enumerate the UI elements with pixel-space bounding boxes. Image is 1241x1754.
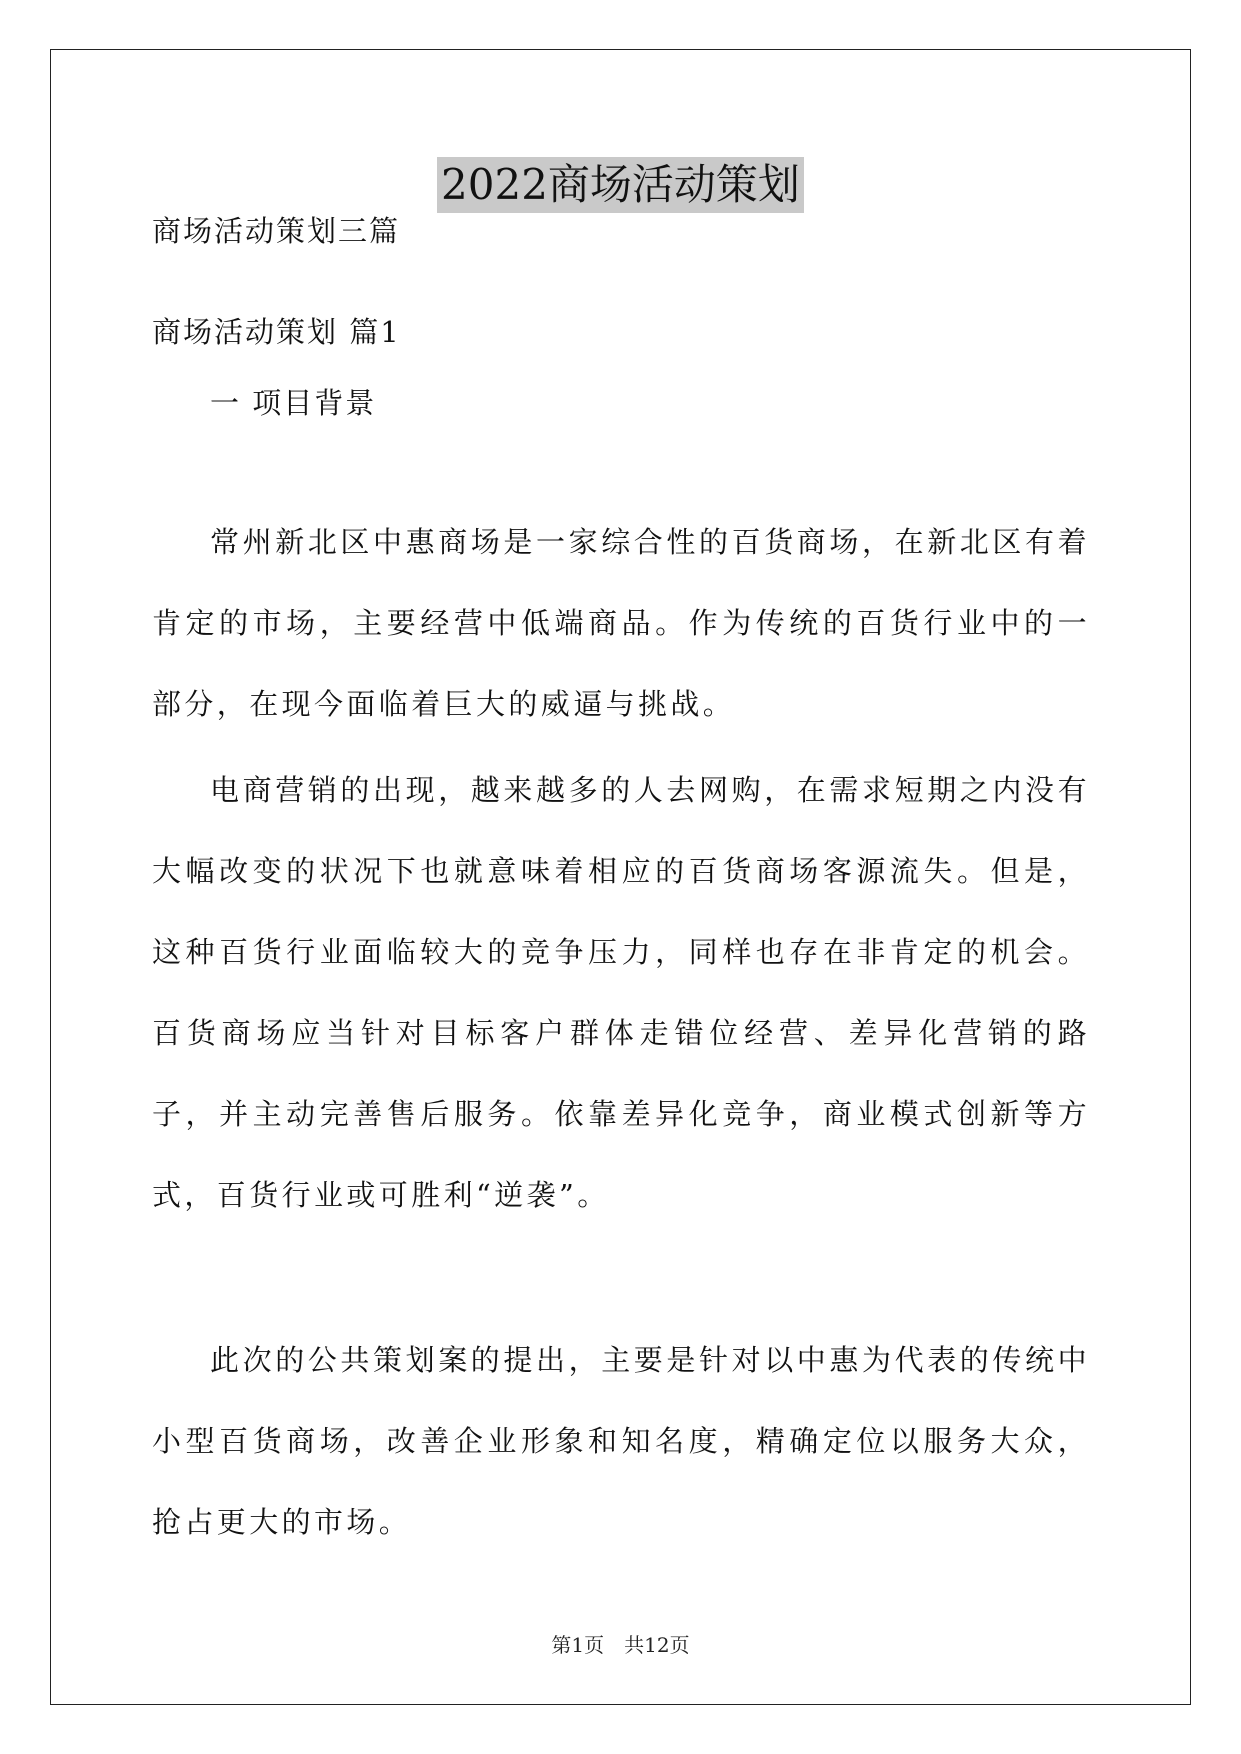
paragraph-text: 此次的公共策划案的提出，主要是针对以中惠为代表的传统中小型百货商场，改善企业形象和知名度，精确定位以服务大众，抢占更大的市场。 [152,1343,1090,1539]
paragraph-2 [152,750,1090,1236]
paragraph-3 [152,1320,1090,1563]
paragraph-text: 常州新北区中惠商场是一家综合性的百货商场，在新北区有着肯定的市场，主要经营中低端商品。作为传统的百货行业中的一部分，在现今面临着巨大的威逼与挑战。 [152,525,1090,721]
paragraph-text: 电商营销的出现，越来越多的人去网购，在需求短期之内没有大幅改变的状况下也就意味着相应的百货商场客源流失。但是，这种百货行业面临较大的竞争压力，同样也存在非肯定的机会。百货商场应当针对目标客户群体走错位经营、差异化营销的路子，并主动完善售后服务。依靠差异化竞争，商业模式创新等方式，百货行业或可胜利“逆袭”。 [152,773,1090,1212]
section-title: 商场活动策划 篇1 [152,315,401,349]
document-title: 2022商场活动策划 [437,157,804,213]
section-heading: 一 项目背景 [210,386,377,420]
page-footer: 第1页 共12页 [551,1633,690,1657]
document-subtitle: 商场活动策划三篇 [152,214,401,248]
paragraph-1 [152,502,1090,745]
title-container [0,157,1241,213]
